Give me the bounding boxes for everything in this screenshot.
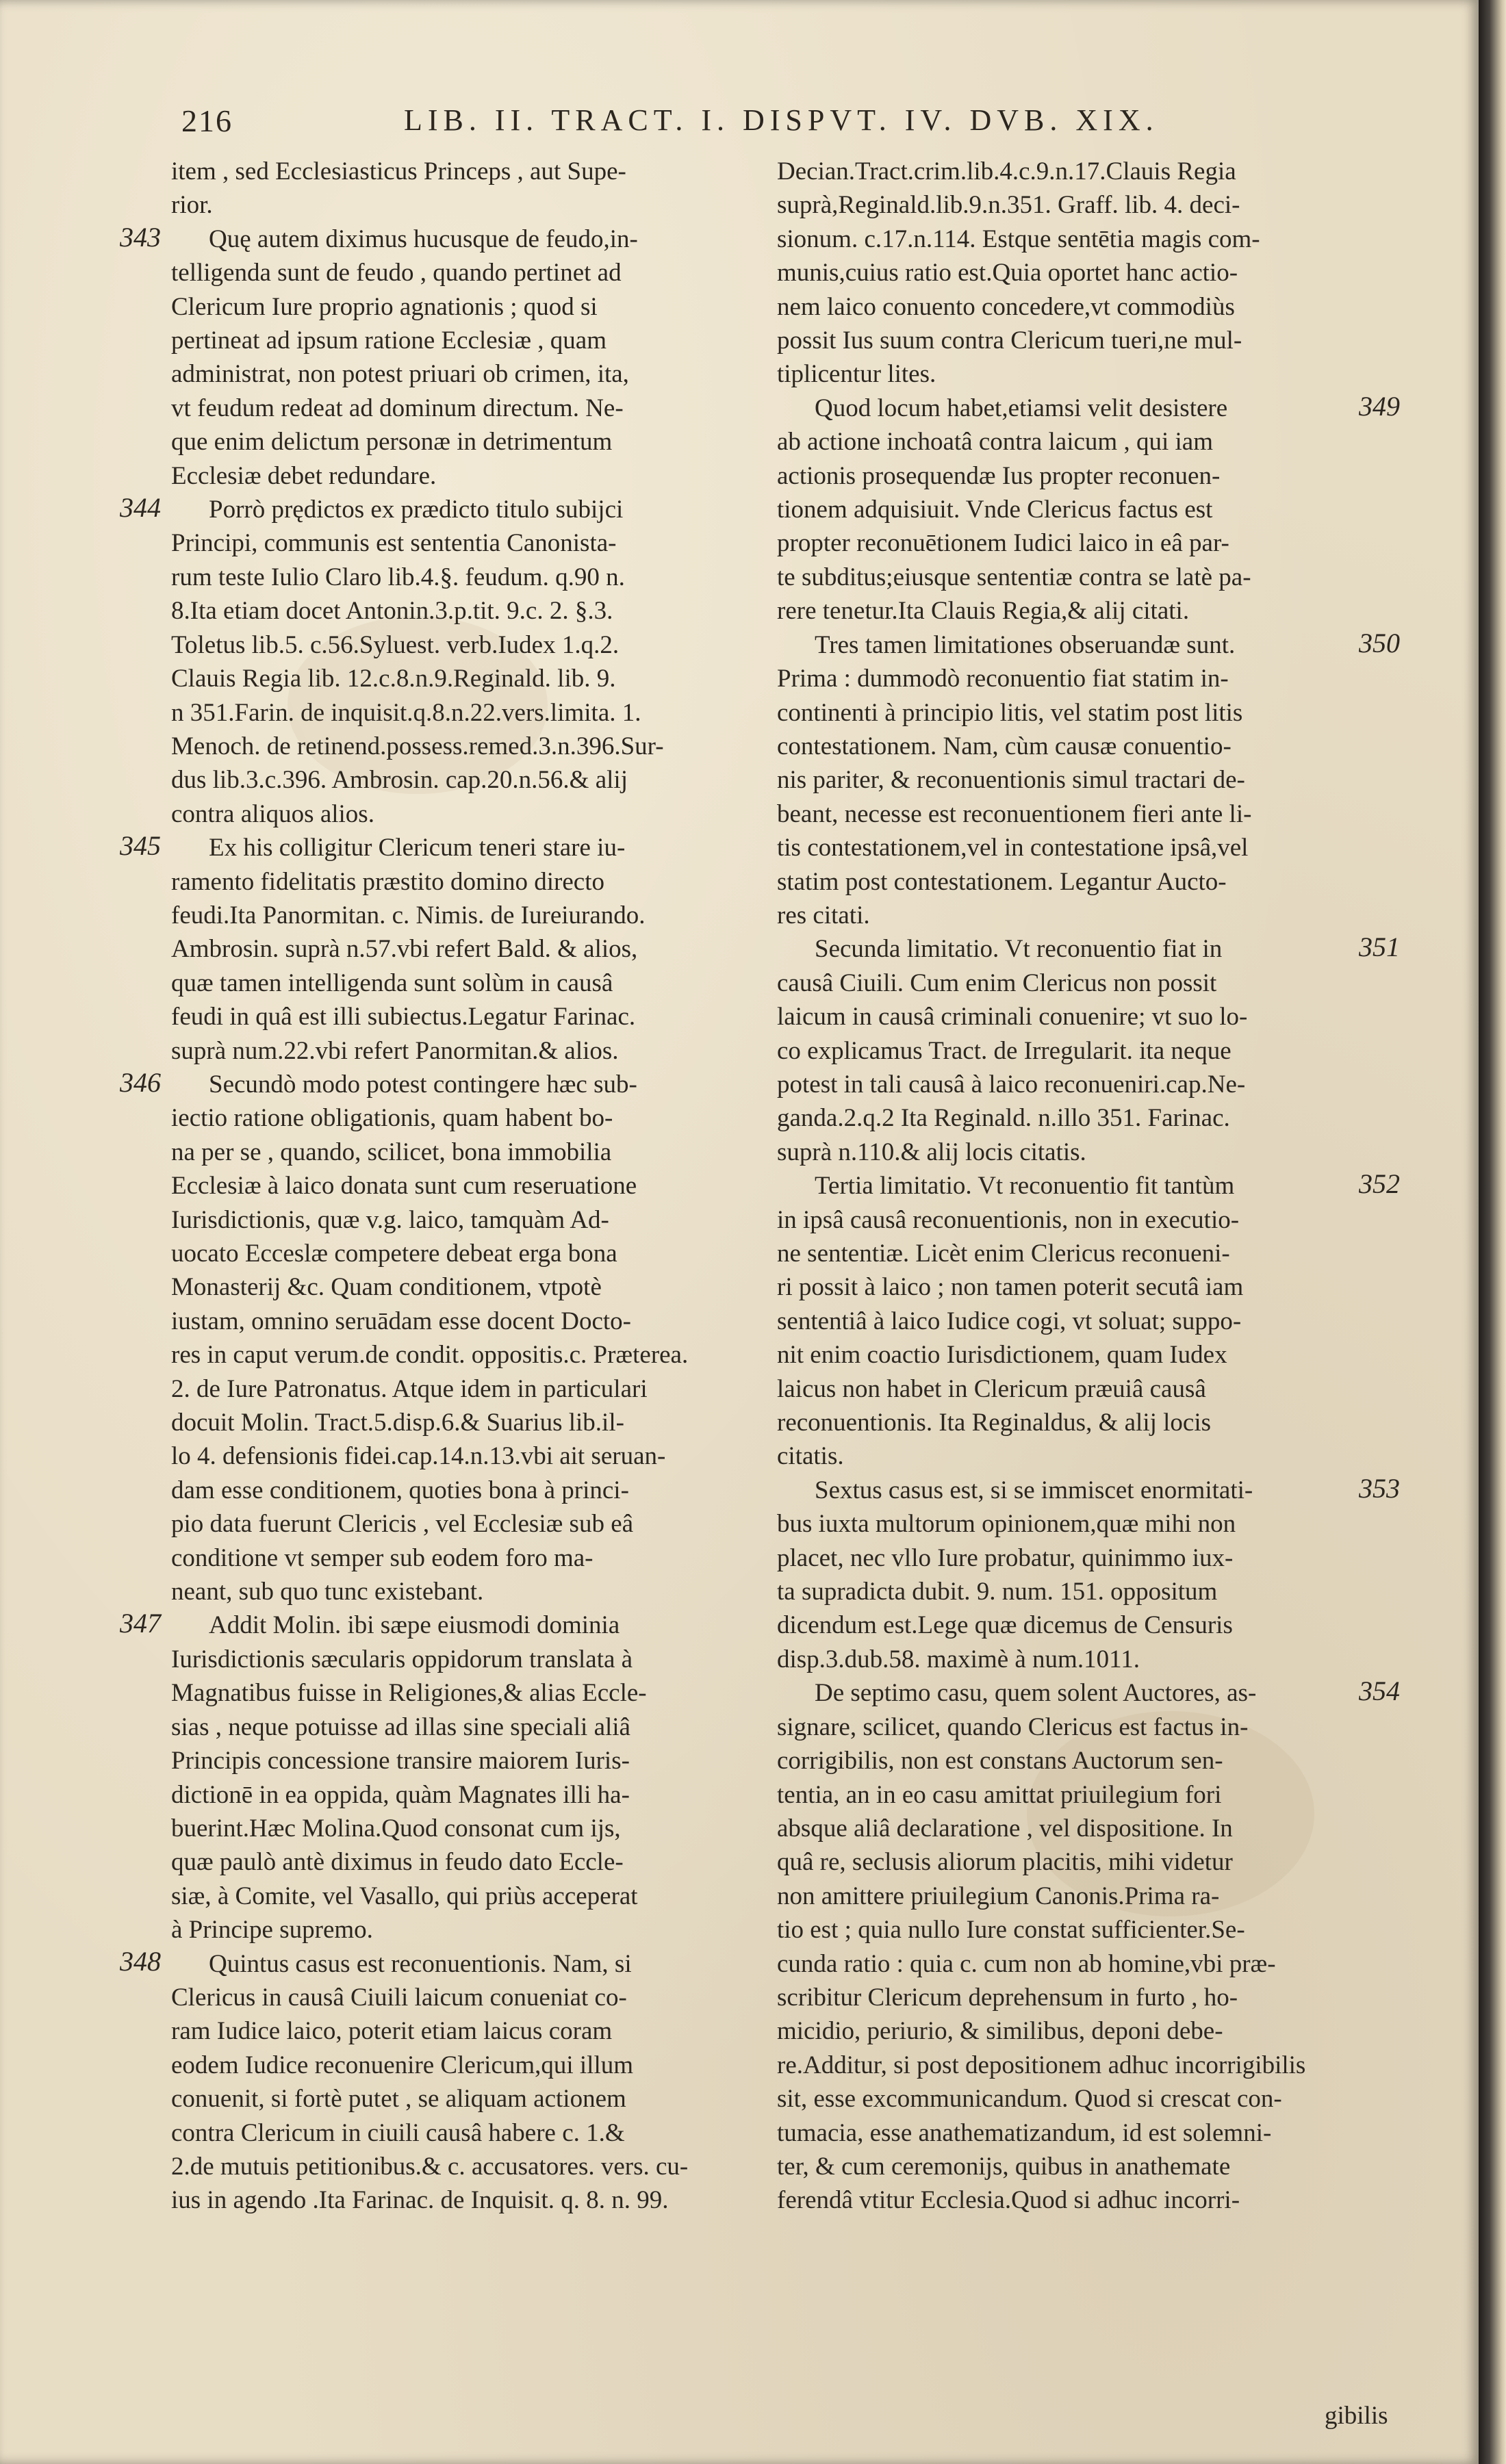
text-line: placet, nec vllo Iure probatur, quinimmo iux- [777,1543,1234,1572]
text-line: buerint.Hæc Molina.Quod consonat cum ijs, [171,1814,621,1843]
text-line: eodem Iudice reconuenire Clericum,qui illum [171,2051,634,2079]
text-line: Quintus casus est reconuentionis. Nam, si [209,1949,632,1978]
text-line: vt feudum redeat ad dominum directum. Ne- [171,394,624,422]
text-line: 2.de mutuis petitionibus.& c. accusatores. vers. cu- [171,2152,689,2181]
margin-paragraph-number: 347 [120,1608,161,1639]
text-line: actionis prosequendæ Ius propter reconuen- [777,461,1221,490]
margin-paragraph-number: 351 [1359,932,1400,963]
text-line: res citati. [777,901,870,929]
text-line: contra Clericum in ciuili causâ habere c. 1.& [171,2118,625,2147]
text-line: Secunda limitatio. Vt reconuentio fiat in [815,935,1223,964]
text-line: Prima : dummodò reconuentio fiat statim in- [777,665,1229,693]
text-line: contestationem. Nam, cùm causæ conuentio- [777,732,1231,760]
text-line: conuenit, si fortè putet , se aliquam actionem [171,2085,626,2114]
text-line: Menoch. de retinend.possess.remed.3.n.396.Sur- [171,732,664,760]
text-line: absque aliâ declaratione , vel dispositione. In [777,1814,1233,1843]
text-line: feudi in quâ est illi subiectus.Legatur Farinac. [171,1003,636,1031]
margin-paragraph-number: 344 [120,492,161,523]
margin-paragraph-number: 352 [1359,1168,1400,1199]
text-line: causâ Ciuili. Cum enim Clericus non possit [777,968,1217,997]
text-line: Ambrosin. suprà n.57.vbi refert Bald. & alios, [171,935,638,964]
left-column [171,155,753,2218]
text-line: laicus non habet in Clericum præuiâ causâ [777,1374,1206,1403]
text-line: suprà num.22.vbi refert Panormitan.& alios. [171,1036,619,1065]
text-line: Clauis Regia lib. 12.c.8.n.9.Reginald. lib. 9. [171,665,616,693]
text-line: continenti à principio litis, vel statim post litis [777,698,1243,727]
text-line: siæ, à Comite, vel Vasallo, qui priùs acceperat [171,1882,638,1910]
text-line: Principi, communis est sententia Canonista- [171,529,617,558]
text-line: Clericum Iure proprio agnationis ; quod si [171,292,598,321]
text-line: conditione vt semper sub eodem foro ma- [171,1543,594,1572]
text-line: Magnatibus fuisse in Religiones,& alias Eccle- [171,1679,647,1708]
margin-paragraph-number: 354 [1359,1676,1400,1706]
text-line: rior. [171,191,213,220]
text-line: ram Iudice laico, poterit etiam laicus coram [171,2017,613,2046]
text-line: laicum in causâ criminali conuenire; vt suo lo- [777,1003,1248,1031]
text-line: in ipsâ causâ reconuentionis, non in executio- [777,1205,1240,1234]
text-line: pertineat ad ipsum ratione Ecclesiæ , quam [171,326,607,355]
page-header [181,103,1215,144]
margin-paragraph-number: 343 [120,221,161,253]
text-line: Quod locum habet,etiamsi velit desistere [815,394,1228,422]
text-line: Addit Molin. ibi sæpe eiusmodi dominia [209,1611,620,1640]
text-line: Ecclesiæ à laico donata sunt cum reseruatione [171,1172,637,1201]
text-line: te subditus;eiusque sententiæ contra se latè pa- [777,563,1251,591]
text-line: bus iuxta multorum opinionem,quæ mihi non [777,1510,1236,1539]
text-line: ta supradicta dubit. 9. num. 151. oppositum [777,1578,1218,1606]
catchword: gibilis [1325,2402,1388,2430]
text-line: nis pariter, & reconuentionis simul tractari de- [777,766,1245,795]
text-line: na per se , quando, scilicet, bona immobilia [171,1138,612,1166]
right-column [777,155,1366,2218]
text-line: Ecclesiæ debet redundare. [171,461,437,490]
text-line: tionem adquisiuit. Vnde Clericus factus est [777,496,1213,524]
text-line: feudi.Ita Panormitan. c. Nimis. de Iureiurando. [171,901,646,929]
text-line: micidio, periurio, & similibus, deponi debe- [777,2017,1223,2046]
text-line: Toletus lib.5. c.56.Syluest. verb.Iudex 1.q.2. [171,630,620,659]
text-line: ius in agendo .Ita Farinac. de Inquisit. q. 8. n. 99. [171,2186,669,2215]
text-line: Secundò modo potest contingere hæc sub- [209,1070,637,1099]
text-line: tentia, an in eo casu amittat priuilegium fori [777,1780,1222,1809]
text-line: res in caput verum.de condit. oppositis.c. Præterea. [171,1341,689,1370]
text-line: Monasterij &c. Quam conditionem, vtpotè [171,1273,602,1302]
running-head: LIB. II. TRACT. I. DISPVT. IV. DVB. XIX. [404,103,1159,137]
text-line: tiplicentur lites. [777,360,936,389]
text-line: 2. de Iure Patronatus. Atque idem in particulari [171,1374,648,1403]
text-line: ri possit à laico ; non tamen poterit secutâ iam [777,1273,1244,1302]
text-line: citatis. [777,1442,844,1471]
text-line: administrat, non potest priuari ob crimen, ita, [171,360,629,389]
text-line: ramento fidelitatis præstito domino directo [171,867,604,896]
text-line: item , sed Ecclesiasticus Princeps , aut Supe- [171,157,626,185]
text-line: reconuentionis. Ita Reginaldus, & alij locis [777,1409,1212,1437]
page-number: 216 [181,103,233,138]
text-line: nit enim coactio Iurisdictionem, quam Iudex [777,1341,1227,1370]
text-line: Iurisdictionis sæcularis oppidorum translata à [171,1645,633,1673]
text-line: dus lib.3.c.396. Ambrosin. cap.20.n.56.& alij [171,766,628,795]
text-line: ganda.2.q.2 Ita Reginald. n.illo 351. Farinac. [777,1104,1230,1133]
text-line: à Principe supremo. [171,1916,373,1945]
text-line: signare, scilicet, quando Clericus est factus in- [777,1712,1249,1741]
margin-paragraph-number: 348 [120,1946,161,1977]
text-line: corrigibilis, non est constans Auctorum sen- [777,1747,1223,1775]
text-line: Sextus casus est, si se immiscet enormitati- [815,1476,1253,1504]
text-line: quæ tamen intelligenda sunt solùm in causâ [171,968,613,997]
text-line: Decian.Tract.crim.lib.4.c.9.n.17.Clauis Regia [777,157,1236,185]
text-line: co explicamus Tract. de Irregularit. ita neque [777,1036,1231,1065]
text-line: ferendâ vtitur Ecclesia.Quod si adhuc incorri- [777,2186,1240,2215]
text-line: beant, necesse est reconuentionem fieri ante li- [777,799,1252,828]
margin-paragraph-number: 346 [120,1066,161,1098]
text-line: Principis concessione transire maiorem Iuris- [171,1747,630,1775]
text-line: Tres tamen limitationes obseruandæ sunt. [815,630,1236,659]
text-line: dam esse conditionem, quoties bona à princi- [171,1476,629,1504]
text-line: n 351.Farin. de inquisit.q.8.n.22.vers.limita. 1. [171,698,641,727]
text-line: De septimo casu, quem solent Auctores, as- [815,1679,1257,1708]
text-line: suprà n.110.& alij locis citatis. [777,1138,1086,1166]
text-line: telligenda sunt de feudo , quando pertinet ad [171,259,622,287]
text-line: contra aliquos alios. [171,799,374,828]
text-line: possit Ius suum contra Clericum tueri,ne mul- [777,326,1242,355]
text-line: dictionē in ea oppida, quàm Magnates illi ha- [171,1780,630,1809]
text-line: iectio ratione obligationis, quam habent bo- [171,1104,613,1133]
page-edge-shadow [1479,0,1506,2464]
text-line: nem laico conuento concedere,vt commodiùs [777,292,1235,321]
text-line: pio data fuerunt Clericis , vel Ecclesiæ sub eâ [171,1510,634,1539]
text-line: sententiâ à laico Iudice cogi, vt soluat; suppo- [777,1307,1242,1335]
text-line: quæ paulò antè diximus in feudo dato Eccle- [171,1848,624,1877]
text-line: Clericus in causâ Ciuili laicum conueniat co- [171,1983,627,2012]
text-line: Porrò prędictos ex prædicto titulo subijci [209,496,624,524]
text-line: propter reconuētionem Iudici laico in eâ par- [777,529,1229,558]
text-line: Tertia limitatio. Vt reconuentio fit tantùm [815,1172,1235,1201]
text-line: sit, esse excommunicandum. Quod si crescat con- [777,2085,1282,2114]
text-line: Quę autem diximus hucusque de feudo,in- [209,224,638,253]
text-line: ter, & cum ceremonijs, quibus in anathemate [777,2152,1231,2181]
text-line: dicendum est.Lege quæ dicemus de Censuris [777,1611,1233,1640]
text-line: disp.3.dub.58. maximè à num.1011. [777,1645,1140,1673]
text-line: scribitur Clericum deprehensum in furto , ho- [777,1983,1238,2012]
text-line: Ex his colligitur Clericum teneri stare iu- [209,834,626,862]
text-line: tis contestationem,vel in contestatione ipsâ,vel [777,834,1249,862]
text-line: Iurisdictionis, quæ v.g. laico, tamquàm Ad- [171,1205,609,1234]
text-line: rum teste Iulio Claro lib.4.§. feudum. q.90 n. [171,563,625,591]
margin-paragraph-number: 353 [1359,1472,1400,1504]
text-line: ne sententiæ. Licèt enim Clericus reconueni- [777,1240,1230,1268]
text-line: suprà,Reginald.lib.9.n.351. Graff. lib. 4. deci- [777,191,1240,220]
text-line: cunda ratio : quia c. cum non ab homine,vbi præ- [777,1949,1276,1978]
margin-paragraph-number: 349 [1359,390,1400,422]
text-line: quâ re, seclusis aliorum placitis, mihi videtur [777,1848,1233,1877]
text-line: 8.Ita etiam docet Antonin.3.p.tit. 9.c. 2. §.3. [171,597,613,626]
text-line: neant, sub quo tunc existebant. [171,1578,484,1606]
text-line: tio est ; quia nullo Iure constat sufficienter.Se- [777,1916,1245,1945]
text-line: lo 4. defensionis fidei.cap.14.n.13.vbi ait seruan- [171,1442,666,1471]
text-line: statim post contestationem. Legantur Aucto- [777,867,1227,896]
text-line: sias , neque potuisse ad illas sine speciali aliâ [171,1712,630,1741]
text-line: munis,cuius ratio est.Quia oportet hanc actio- [777,259,1238,287]
text-line: rere tenetur.Ita Clauis Regia,& alij citati. [777,597,1190,626]
text-line: tumacia, esse anathematizandum, id est solemni- [777,2118,1272,2147]
margin-paragraph-number: 350 [1359,627,1400,658]
text-line: non amittere priuilegium Canonis.Prima ra- [777,1882,1220,1910]
text-line: uocato Ecceslæ competere debeat erga bona [171,1240,617,1268]
text-line: re.Additur, si post depositionem adhuc incorrigibilis [777,2051,1306,2079]
text-line: que enim delictum personæ in detrimentum [171,428,613,457]
text-line: sionum. c.17.n.114. Estque sentētia magis com- [777,224,1260,253]
margin-paragraph-number: 345 [120,830,161,861]
text-line: ab actione inchoatâ contra laicum , qui iam [777,428,1213,457]
text-line: docuit Molin. Tract.5.disp.6.& Suarius lib.il- [171,1409,624,1437]
text-line: potest in tali causâ à laico reconueniri.cap.Ne- [777,1070,1246,1099]
text-line: iustam, omnino seruādam esse docent Docto- [171,1307,631,1335]
